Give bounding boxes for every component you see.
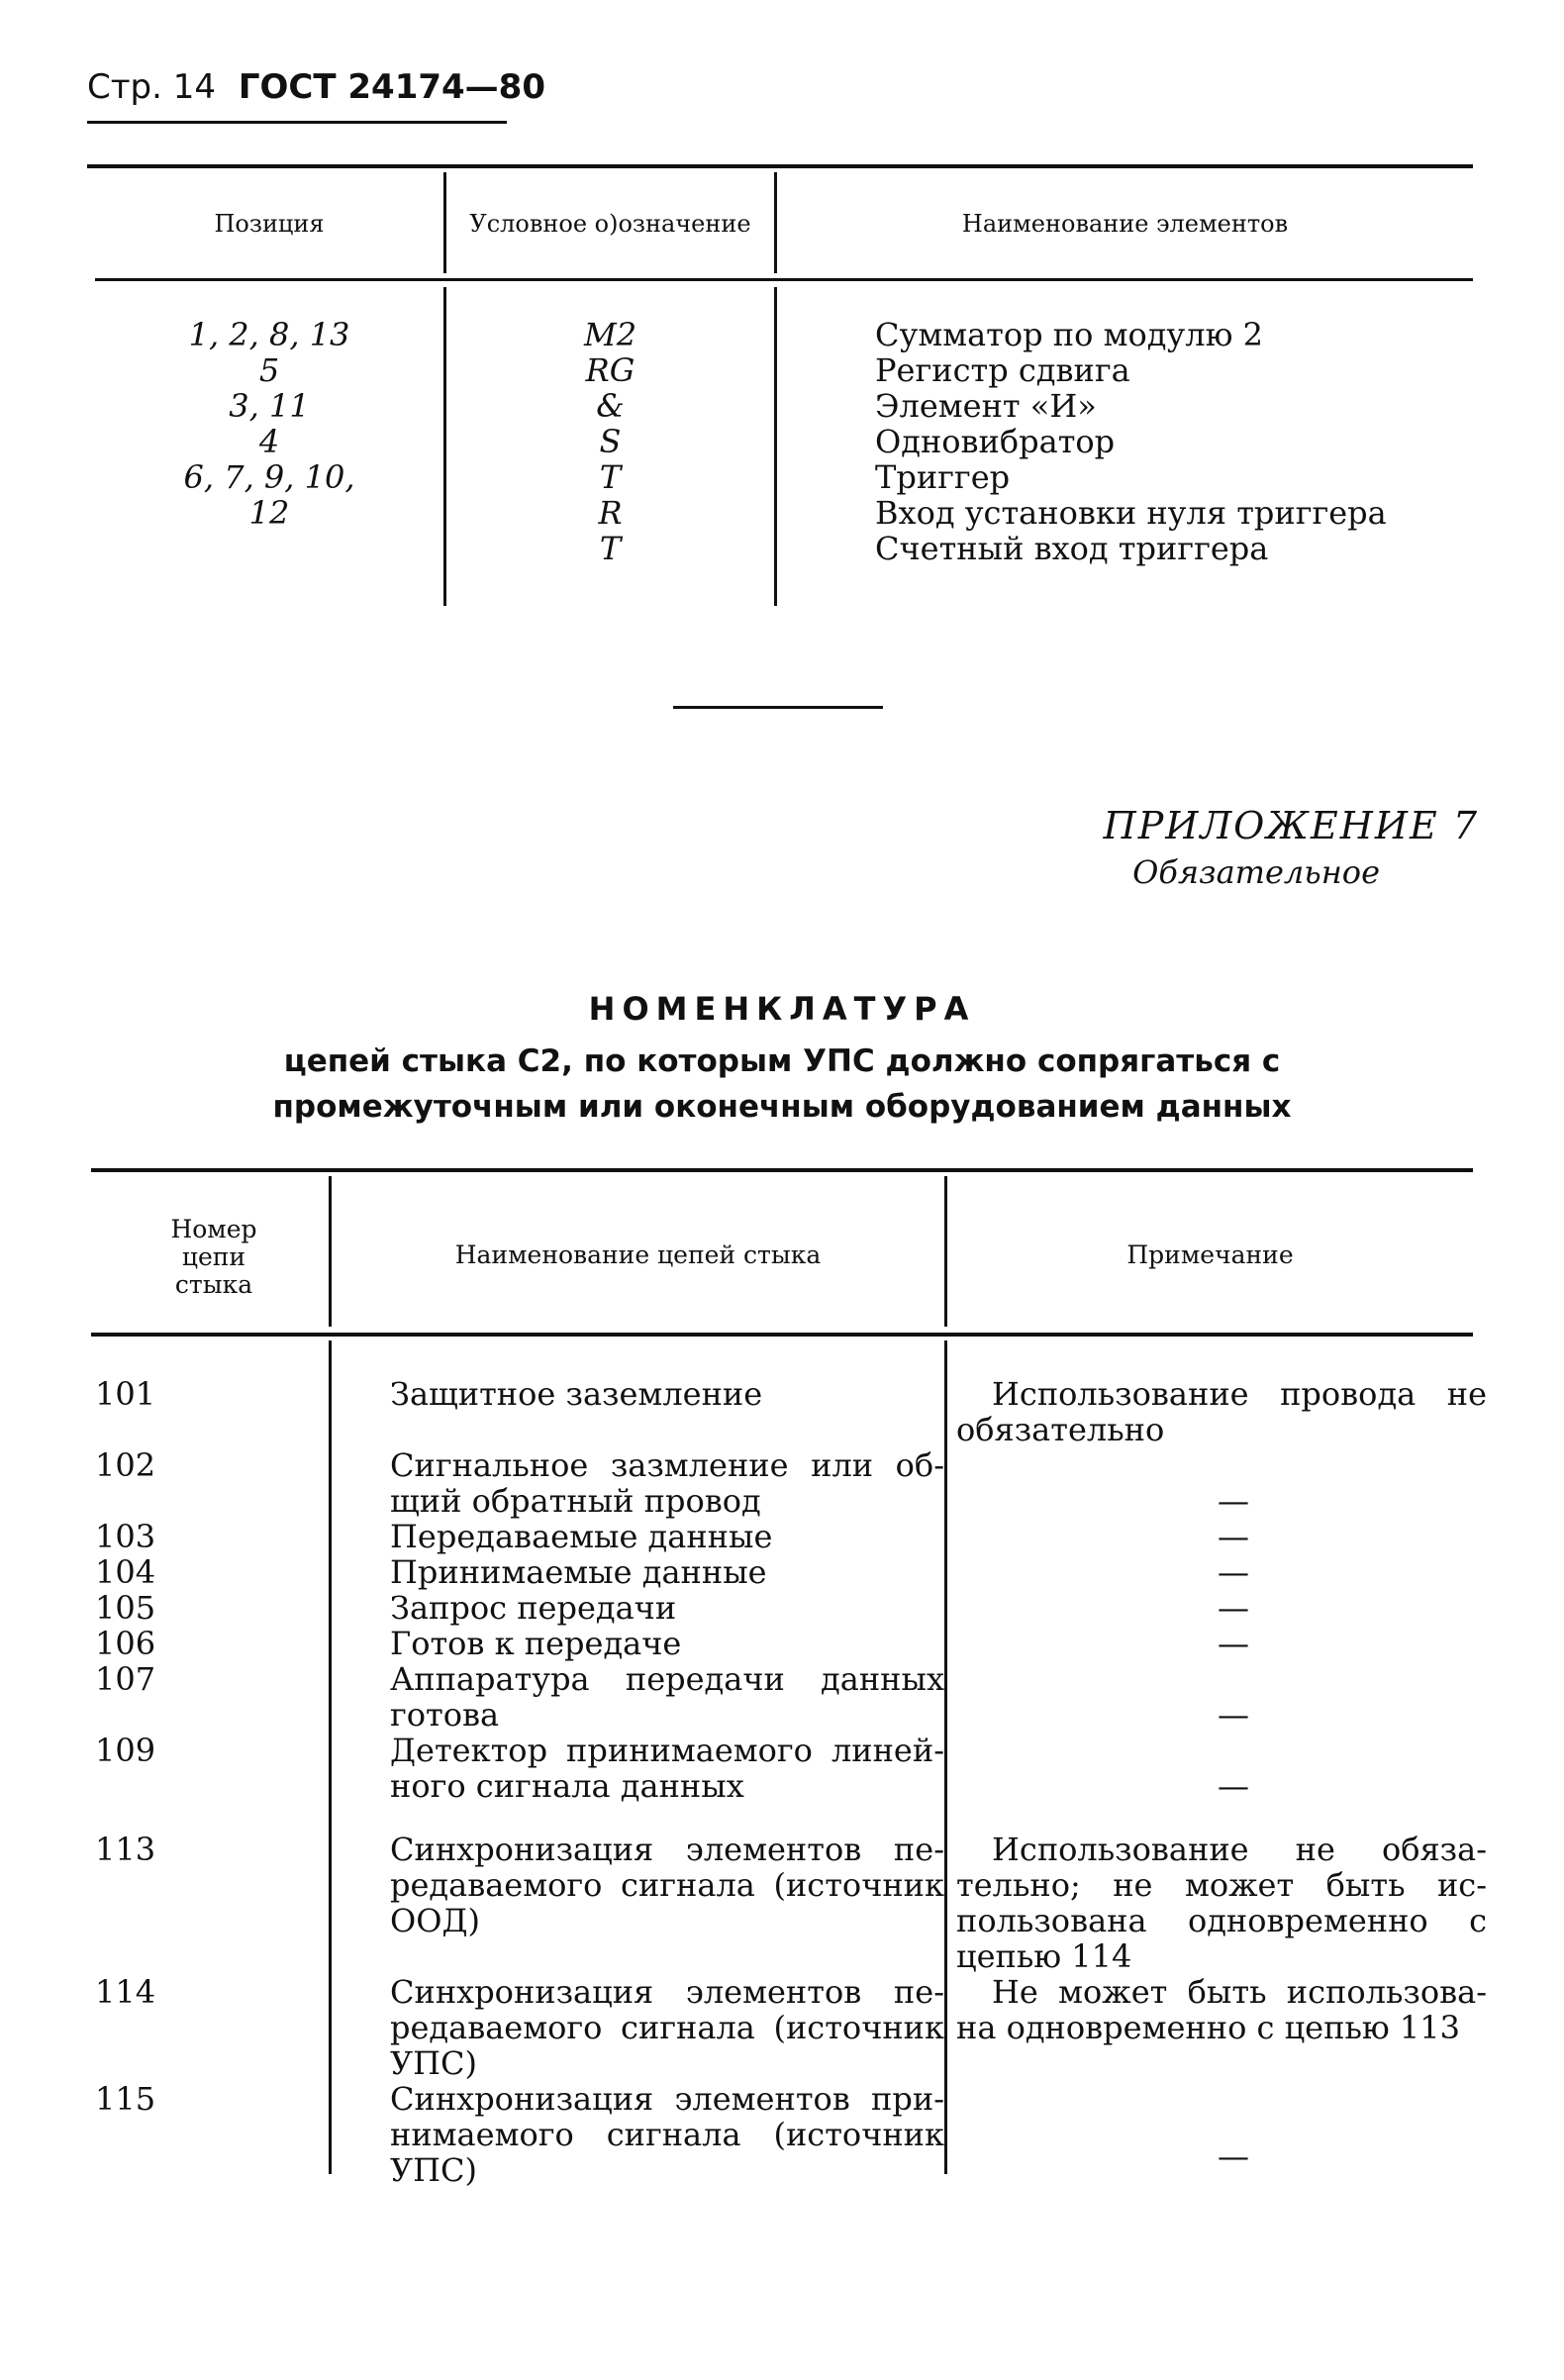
- circuit-name: Готов к передаче: [390, 1625, 682, 1662]
- appendix-status: Обязательное: [1132, 853, 1380, 891]
- circuit-note: —: [1218, 1482, 1249, 1520]
- circuit-name: Принимаемые данные: [390, 1553, 767, 1591]
- circuit-name: Синхронизация элементов пе- редаваемого сигнала (источник ООД): [390, 1831, 944, 1939]
- standard-code: ГОСТ 24174—80: [238, 67, 545, 107]
- symbol-cell: S: [599, 423, 622, 460]
- title-subline-1: цепей стыка С2, по которым УПС должно сопрягаться с: [283, 1043, 1281, 1079]
- position-column: [95, 317, 443, 531]
- position-cell: 12: [248, 494, 290, 532]
- table-top-rule: [91, 1168, 1473, 1172]
- circuit-note: Использование провода не обязательно: [956, 1375, 1487, 1448]
- name-cell: Регистр сдвига: [875, 351, 1130, 389]
- column-header-number: Номер цепи стыка: [170, 1215, 257, 1299]
- circuit-number: 102: [95, 1446, 156, 1484]
- circuit-note: Не может быть использова- на одновременно с цепью 113: [956, 1973, 1487, 2046]
- name-cell: Счетный вход триггера: [875, 530, 1269, 567]
- circuit-name: Синхронизация элементов пе- редаваемого сигнала (источник УПС): [390, 1973, 944, 2082]
- circuit-number: 107: [95, 1660, 156, 1698]
- symbol-cell: T: [599, 458, 622, 496]
- column-header-note: Примечание: [1126, 1240, 1294, 1269]
- circuit-note: —: [1218, 1696, 1249, 1734]
- circuit-number: 103: [95, 1518, 156, 1555]
- symbol-cell: R: [598, 494, 623, 532]
- circuit-number: 106: [95, 1625, 156, 1662]
- symbol-cell: &: [596, 387, 625, 425]
- name-cell: Элемент «И»: [875, 387, 1097, 425]
- col-divider: [774, 287, 777, 606]
- column-header-position: Позиция: [214, 210, 325, 238]
- circuit-name: Передаваемые данные: [390, 1518, 773, 1555]
- col-divider: [944, 1340, 947, 2174]
- position-cell: 4: [258, 423, 280, 460]
- circuit-number: 104: [95, 1553, 156, 1591]
- position-cell: 1, 2, 8, 13: [188, 316, 350, 353]
- circuit-number: 114: [95, 1973, 156, 2011]
- column-header-name: Наименование цепей стыка: [454, 1240, 822, 1269]
- table-header-rule: [91, 1333, 1473, 1337]
- circuit-note: —: [1218, 1518, 1249, 1555]
- appendix-label: ПРИЛОЖЕНИЕ 7: [1103, 804, 1479, 847]
- header-rule: [87, 121, 507, 124]
- page-number: Стр. 14: [87, 67, 217, 107]
- circuit-number: 115: [95, 2080, 156, 2118]
- circuit-name: Сигнальное зазмление или об- щий обратный провод: [390, 1446, 944, 1520]
- circuit-number: 101: [95, 1375, 156, 1413]
- table-top-rule: [87, 164, 1473, 168]
- symbol-cell: T: [599, 530, 622, 567]
- circuit-note: —: [1218, 1589, 1249, 1627]
- circuit-note: —: [1218, 1767, 1249, 1805]
- circuit-name: Запрос передачи: [390, 1589, 677, 1627]
- circuit-name: Аппаратура передачи данных готова: [390, 1660, 944, 1734]
- column-header-symbol: Условное о)означение: [469, 210, 751, 238]
- position-cell: 6, 7, 9, 10,: [183, 458, 355, 496]
- section-separator: [673, 706, 883, 709]
- table-header-rule: [95, 278, 1473, 281]
- circuit-note: —: [1218, 2137, 1249, 2175]
- circuit-note: —: [1218, 1553, 1249, 1591]
- circuit-note: —: [1218, 1625, 1249, 1662]
- name-cell: Одновибратор: [875, 423, 1116, 460]
- symbol-cell: RG: [585, 351, 635, 389]
- name-column: [875, 317, 1489, 566]
- circuit-number: 109: [95, 1732, 156, 1769]
- circuit-name: Детектор принимаемого линей- ного сигнала данных: [390, 1732, 944, 1805]
- name-cell: Вход установки нуля триггера: [875, 494, 1387, 532]
- circuit-number: 113: [95, 1831, 156, 1868]
- name-cell: Триггер: [875, 458, 1011, 496]
- circuit-name: Синхронизация элементов при- нимаемого сигнала (источник УПС): [390, 2080, 944, 2189]
- name-cell: Сумматор по модулю 2: [875, 316, 1263, 353]
- circuit-note: Использование не обяза- тельно; не может быть ис- пользована одновременно с цепью 114: [956, 1831, 1487, 1975]
- symbol-cell: M2: [583, 316, 637, 353]
- circuit-number: 105: [95, 1589, 156, 1627]
- page-header: [87, 67, 545, 107]
- circuit-name: Защитное заземление: [390, 1375, 763, 1413]
- position-cell: 5: [258, 351, 280, 389]
- column-header-name: Наименование элементов: [961, 210, 1289, 238]
- title-subline-2: промежуточным или оконечным оборудованием данных: [272, 1089, 1292, 1125]
- position-cell: 3, 11: [229, 387, 310, 425]
- symbol-column: [446, 317, 774, 566]
- document-title: НОМЕНКЛАТУРА: [588, 990, 976, 1028]
